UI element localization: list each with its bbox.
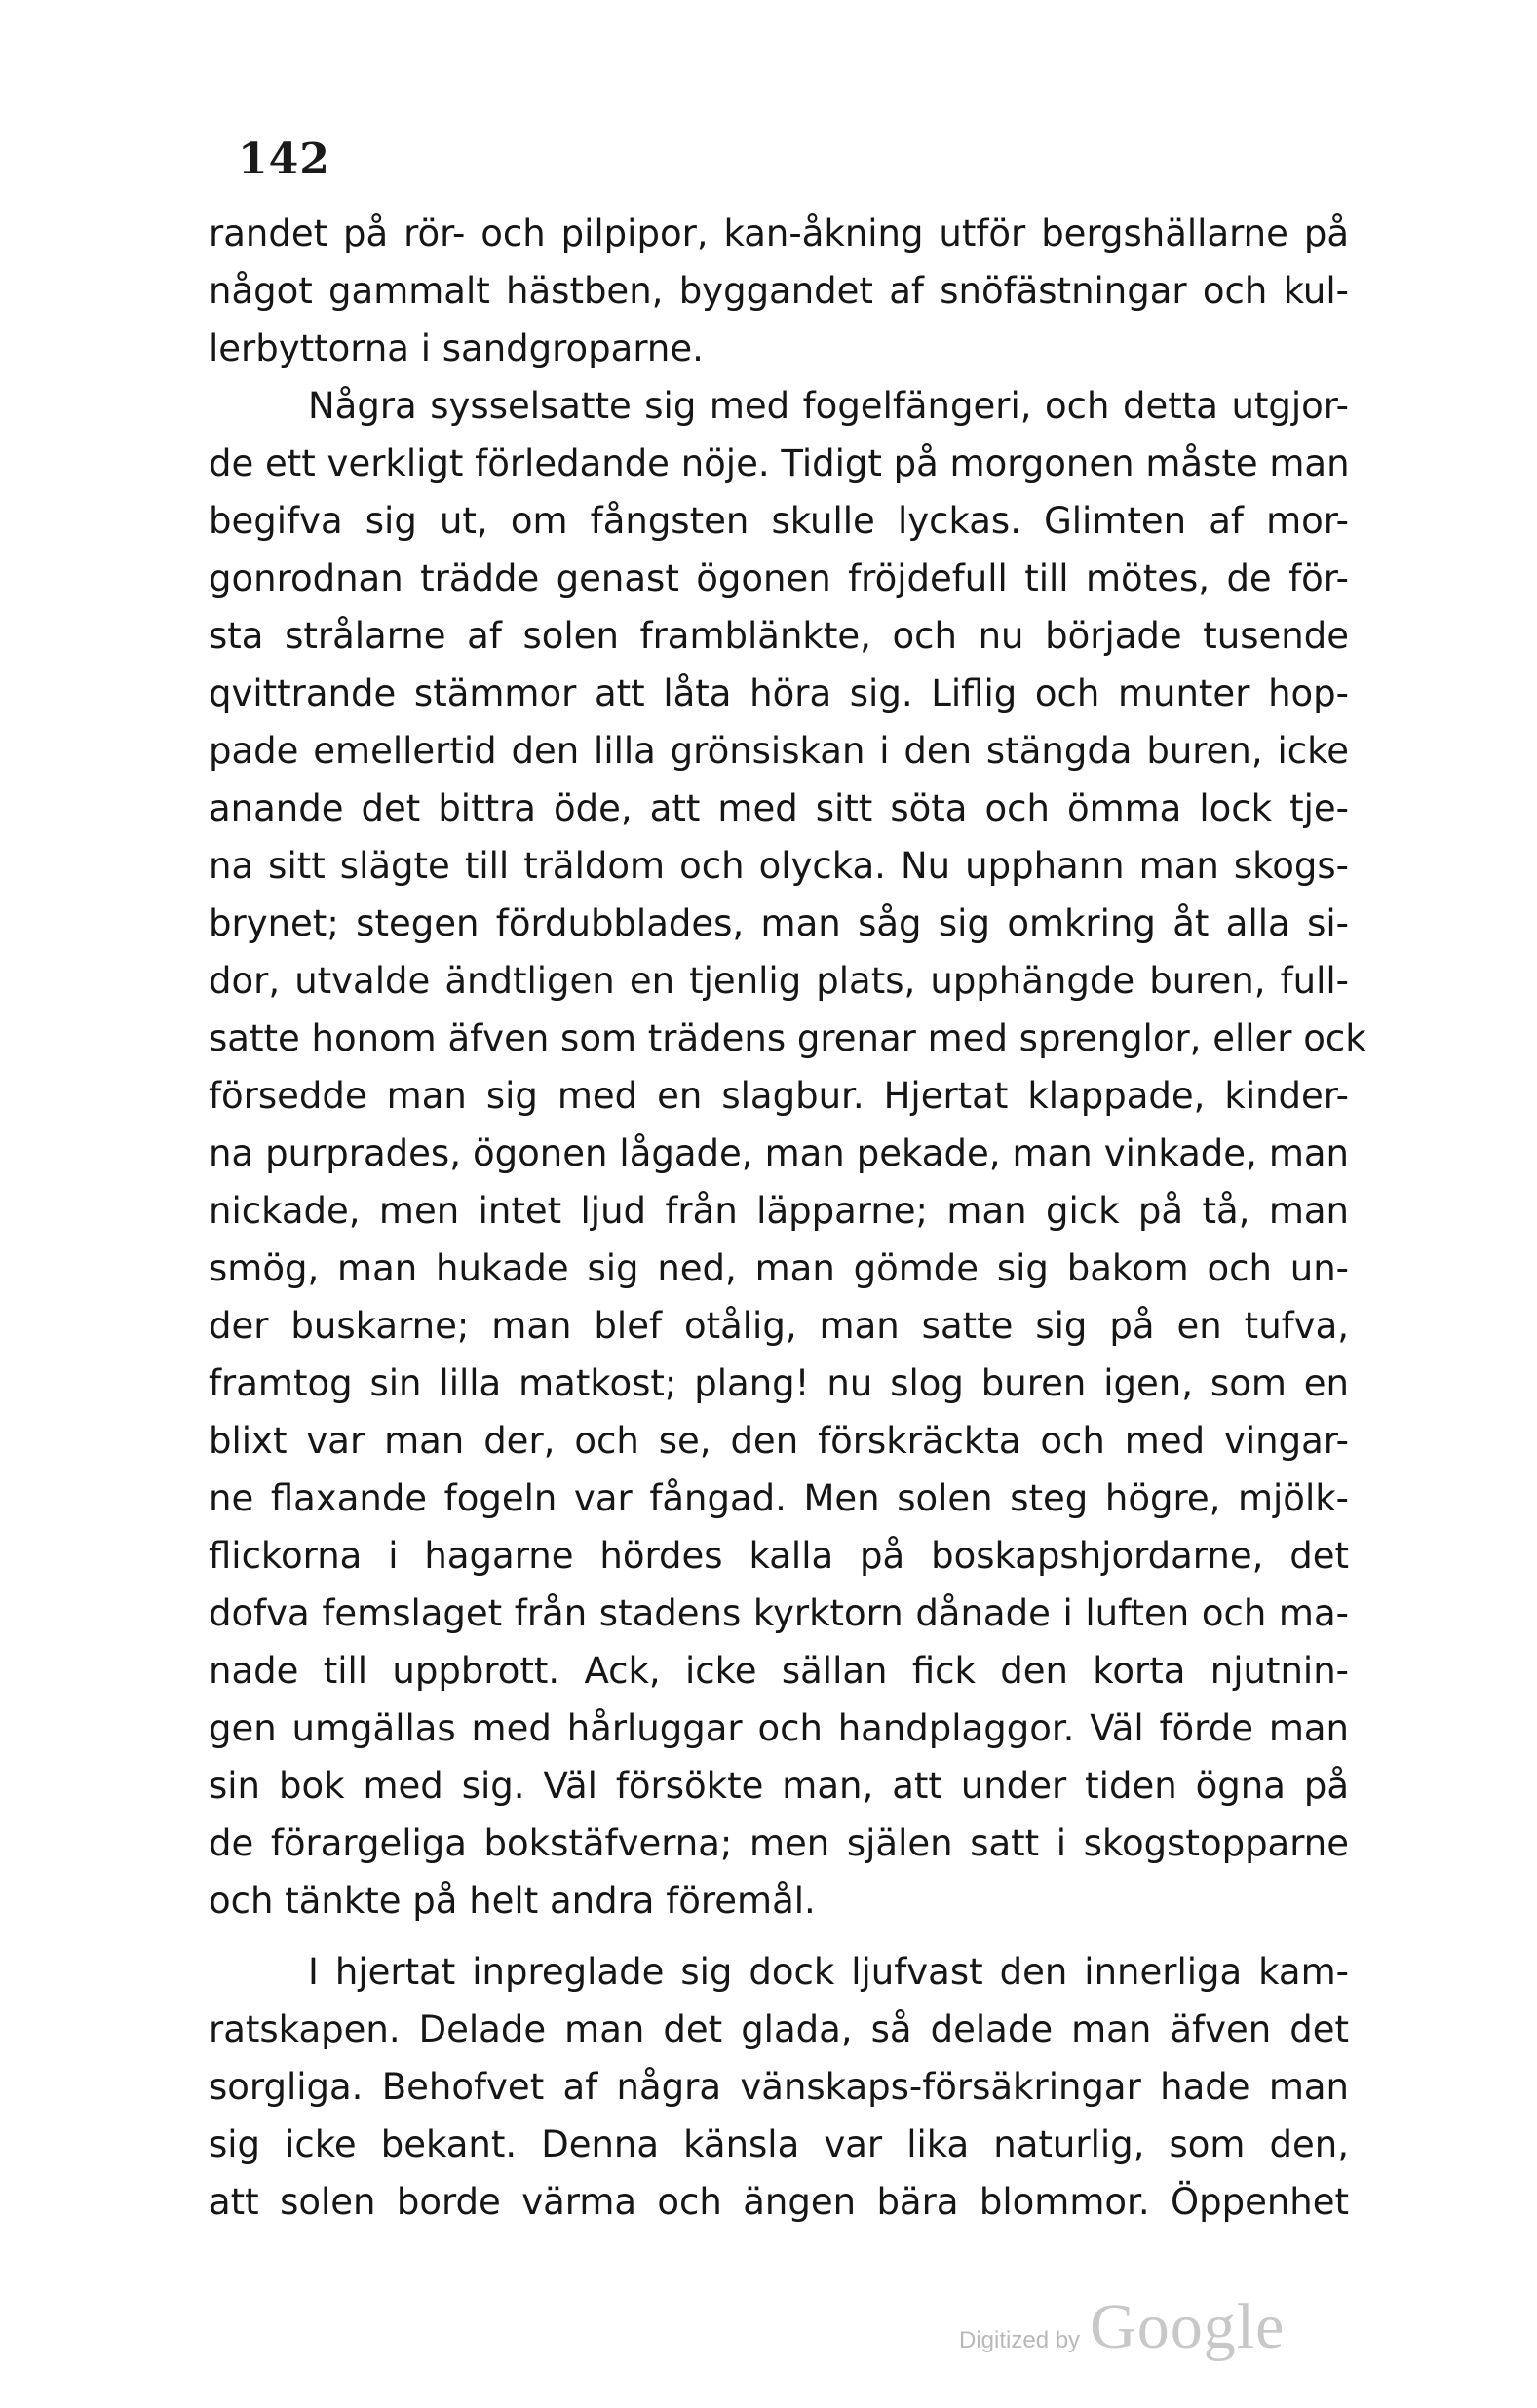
text-line: na sitt slägte till träldom och olycka. Nu upphann man skogs-	[209, 845, 1349, 887]
text-line: randet på rör- och pilpipor, kan-åkning utför bergshällarne på	[209, 212, 1349, 254]
text-line: gonrodnan trädde genast ögonen fröjdefull till mötes, de för-	[209, 557, 1349, 599]
text-line: gen umgällas med hårluggar och handplaggor. Väl förde man	[209, 1707, 1349, 1749]
text-line: sig icke bekant. Denna känsla var lika naturlig, som den,	[209, 2123, 1349, 2165]
text-line: försedde man sig med en slagbur. Hjertat klappade, kinder-	[209, 1075, 1349, 1117]
text-line: de ett verkligt förledande nöje. Tidigt på morgonen måste man	[209, 442, 1350, 484]
watermark-prefix: Digitized by	[959, 2327, 1081, 2353]
text-line: lerbyttorna i sandgroparne.	[209, 327, 704, 369]
text-line: de förargeliga bokstäfverna; men själen satt i skogstopparne	[209, 1822, 1349, 1864]
text-line: na purprades, ögonen lågade, man pekade, man vinkade, man	[209, 1132, 1349, 1174]
text-line: nickade, men intet ljud från läpparne; man gick på tå, man	[209, 1190, 1349, 1232]
text-line: smög, man hukade sig ned, man gömde sig bakom och un-	[209, 1247, 1349, 1289]
text-line: qvittrande stämmor att låta höra sig. Liflig och munter hop-	[209, 672, 1349, 714]
page-number: 142	[238, 134, 330, 184]
text-line: ratskapen. Delade man det glada, så delade man äfven det	[209, 2008, 1349, 2050]
text-line: der buskarne; man blef otålig, man satte sig på en tufva,	[209, 1305, 1349, 1347]
text-line: och tänkte på helt andra föremål.	[209, 1880, 816, 1922]
text-line: begifva sig ut, om fångsten skulle lyckas. Glimten af mor-	[209, 500, 1349, 542]
text-line: flickorna i hagarne hördes kalla på boskapshjordarne, det	[209, 1535, 1349, 1577]
text-line: brynet; stegen fördubblades, man såg sig omkring åt alla si-	[209, 902, 1349, 944]
text-line: framtog sin lilla matkost; plang! nu slog buren igen, som en	[209, 1362, 1349, 1404]
text-line: blixt var man der, och se, den förskräckta och med vingar-	[209, 1420, 1349, 1462]
text-line: att solen borde värma och ängen bära blommor. Öppenhet	[209, 2181, 1349, 2223]
text-line: pade emellertid den lilla grönsiskan i den stängda buren, icke	[209, 730, 1349, 772]
text-line: satte honom äfven som trädens grenar med sprenglor, eller ock	[209, 1017, 1366, 1059]
digitized-by-google-watermark	[959, 2290, 1285, 2364]
text-line: sorgliga. Behofvet af några vänskaps-försäkringar hade man	[209, 2066, 1349, 2108]
text-line: sta strålarne af solen framblänkte, och nu började tusende	[209, 615, 1349, 657]
body-text	[209, 205, 1366, 2231]
text-line: nade till uppbrott. Ack, icke sällan fick den korta njutnin-	[209, 1650, 1349, 1692]
text-line: anande det bittra öde, att med sitt söta och ömma lock tje-	[209, 787, 1349, 829]
text-line: dor, utvalde ändtligen en tjenlig plats, upphängde buren, full-	[209, 960, 1349, 1002]
text-line: sin bok med sig. Väl försökte man, att under tiden ögna på	[209, 1765, 1349, 1807]
text-line: Några sysselsatte sig med fogelfängeri, och detta utgjor-	[308, 385, 1349, 427]
text-line: I hjertat inpreglade sig dock ljufvast den innerliga kam-	[308, 1951, 1349, 1993]
google-logo: Google	[1090, 2291, 1286, 2362]
text-line: ne flaxande fogeln var fångad. Men solen steg högre, mjölk-	[209, 1477, 1349, 1519]
paragraph-gap	[209, 1930, 1349, 1943]
text-line: dofva femslaget från stadens kyrktorn dånade i luften och ma-	[209, 1592, 1349, 1634]
text-line: något gammalt hästben, byggandet af snöfästningar och kul-	[209, 270, 1349, 312]
